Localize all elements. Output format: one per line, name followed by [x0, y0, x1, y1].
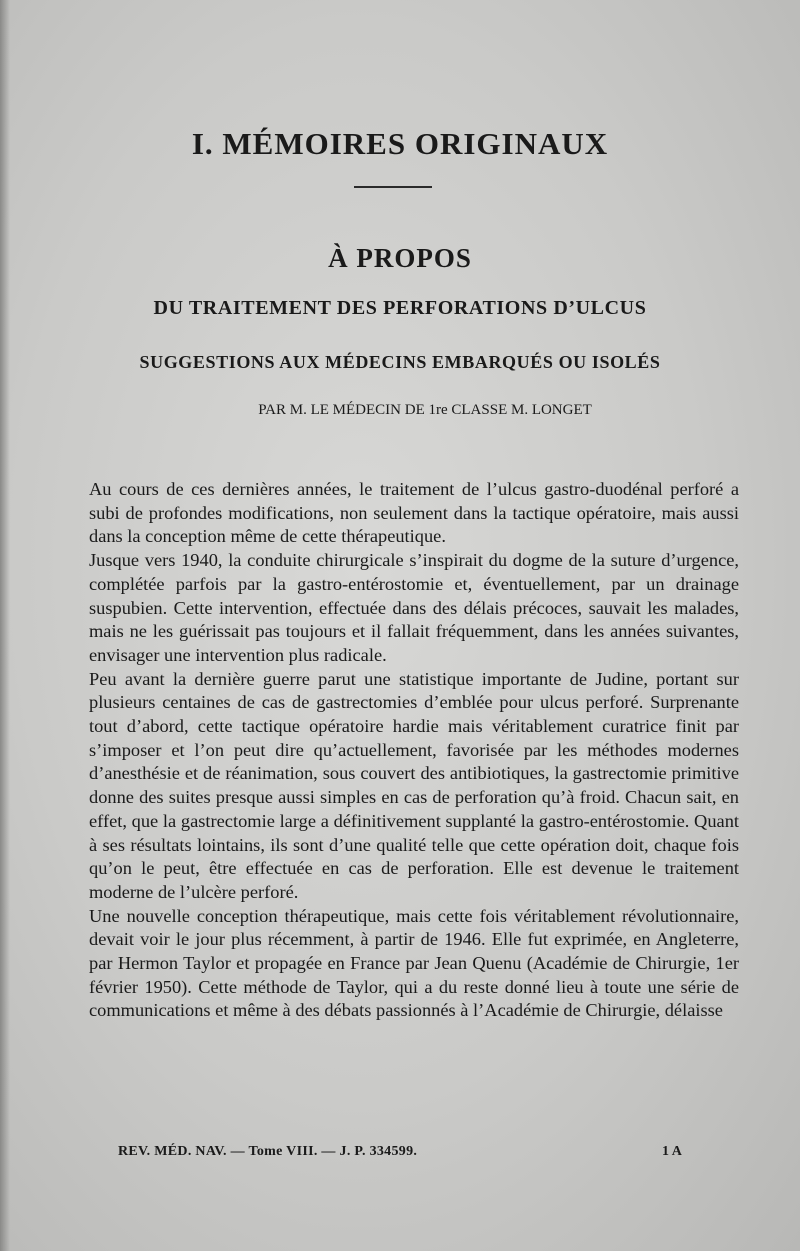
article-suggestions-line: SUGGESTIONS AUX MÉDECINS EMBARQUÉS OU ISOLÉS — [139, 352, 661, 372]
article-subtitle: DU TRAITEMENT DES PERFORATIONS D’ULCUS — [153, 297, 647, 319]
article-title: À PROPOS — [328, 243, 472, 273]
page-edge-shadow — [0, 0, 10, 1251]
paragraph: Peu avant la dernière guerre parut une statistique importante de Judine, portant sur plusieurs centaines de cas de gastrectomies d’emblée pour ulcus perforé. Surprenante tout d’abord, cette tactique opératoire hardie mais véritablement curatrice finit par s’imposer et l’on peut dire qu’actuellement, favorisée par les méthodes modernes d’anesthésie et de réanimation, sous couvert des antibiotiques, la gastrectomie primitive donne des suites presque aussi simples en cas de perforation qu’à froid. Chacun sait, en effet, que la gastrectomie large a définitivement supplanté la gastro-entérostomie. Quant à ses résultats lointains, ils sont d’une qualité telle que cette opération doit, chaque fois qu’on le peut, être effectuée en cas de perforation. Elle est devenue le traitement moderne de l’ulcère perforé. — [89, 668, 739, 902]
paragraph: Au cours de ces dernières années, le traitement de l’ulcus gastro-duodénal perforé a subi de profondes modifications, non seulement dans la tactique opératoire, mais aussi dans la conception même de cette thérapeutique. — [89, 479, 739, 547]
paragraph: Une nouvelle conception thérapeutique, mais cette fois véritablement révolutionnaire, devait voir le jour plus récemment, à partir de 1946. Elle fut exprimée, en Angleterre, par Hermon Taylor et propagée en France par Jean Quenu (Académie de Chirurgie, 1er février 1950). Cette méthode de Taylor, qui a du reste donné lieu à toute une série de communications et même à des débats passionnés à l’Académie de Chirurgie, délaisse — [89, 905, 739, 1021]
footer-citation: REV. MÉD. NAV. — Tome VIII. — J. P. 334599. — [118, 1144, 418, 1159]
paragraph: Jusque vers 1940, la conduite chirurgicale s’inspirait du dogme de la suture d’urgence, complétée parfois par la gastro-entérostomie et, éventuellement, par un drainage suspubien. Cette intervention, effectuée dans des délais précoces, sauvait les malades, mais ne les guérissait pas toujours et il fallait fréquemment, dans les années suivantes, envisager une intervention plus radicale. — [89, 550, 739, 665]
author-byline: PAR M. LE MÉDECIN DE 1re CLASSE M. LONGET — [258, 402, 592, 418]
section-title: I. MÉMOIRES ORIGINAUX — [191, 126, 609, 161]
footer-signature-mark: 1 A — [662, 1144, 682, 1159]
article-body — [89, 478, 739, 1023]
title-divider — [354, 186, 432, 188]
